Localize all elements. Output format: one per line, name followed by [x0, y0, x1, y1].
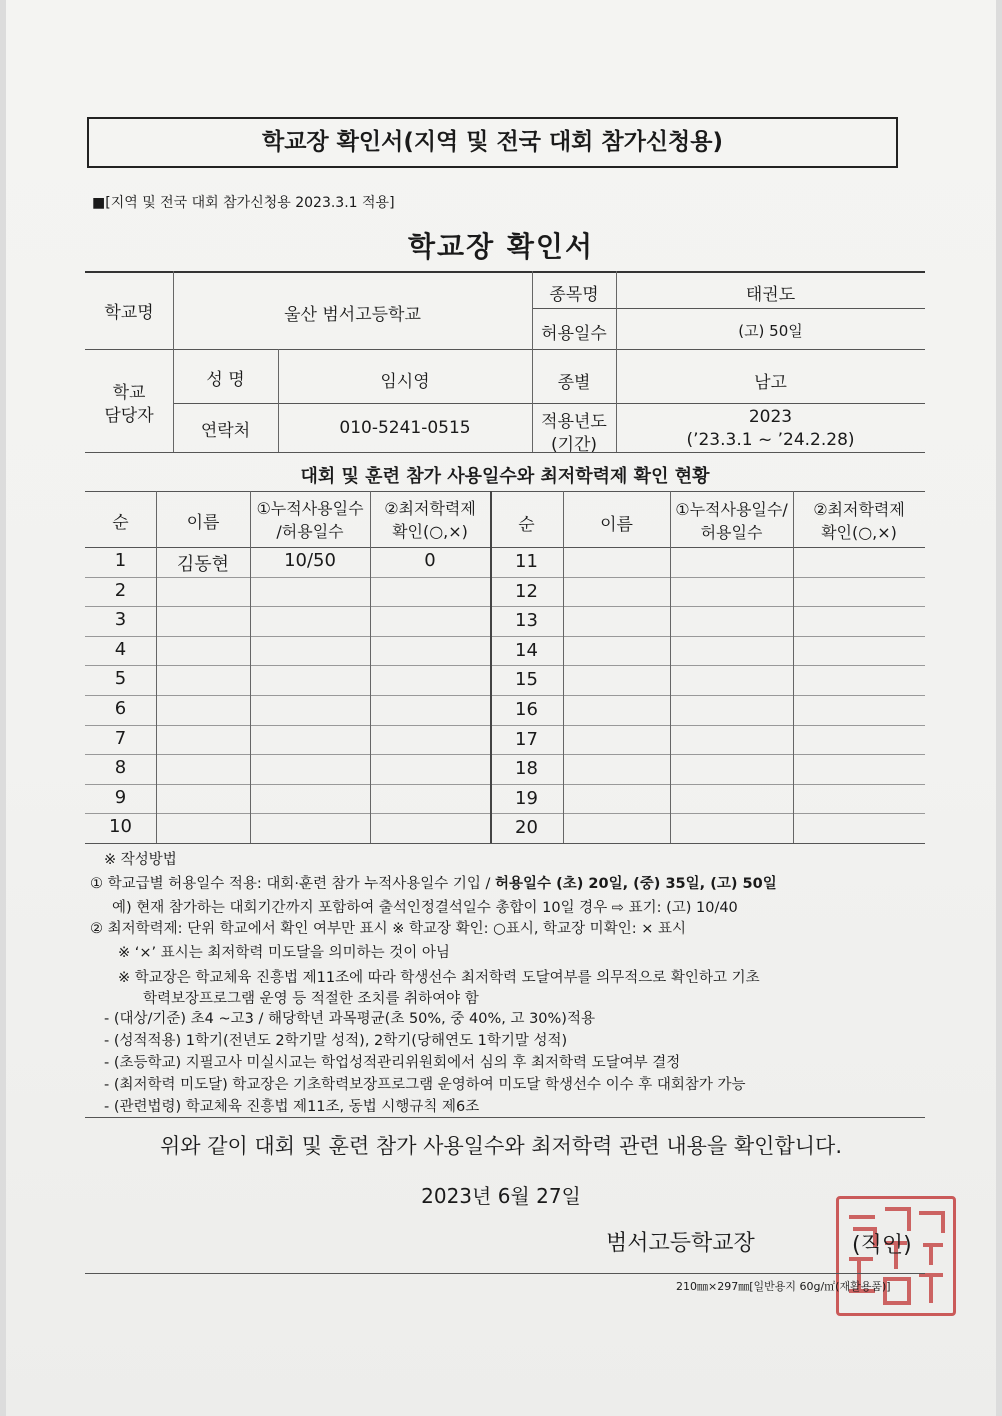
year-label-1: 적용년도 [541, 412, 607, 432]
header-usage-left-1: ①누적사용일수 [256, 499, 364, 518]
header-usage-right-2: 허용일수 [700, 523, 763, 542]
contact-value: 010-5241-0515 [339, 418, 471, 438]
header-name-left: 이름 [186, 513, 220, 533]
row-number-right: 18 [515, 758, 538, 779]
min-academic-check: 0 [424, 550, 436, 571]
year-value-1: 2023 [748, 407, 793, 427]
row-number-right: 14 [515, 640, 538, 661]
row-number: 8 [114, 757, 127, 778]
document-title-box: 학교장 확인서(지역 및 전국 대회 참가신청용) [87, 117, 898, 168]
usage-table-title: 대회 및 훈련 참가 사용일수와 최저학력제 확인 현황 [300, 466, 710, 487]
notes-title: ※ 작성방법 [104, 852, 177, 868]
row-number-right: 19 [515, 788, 538, 809]
note-4a: ※ 학교장은 학교체육 진흥법 제11조에 따라 학생선수 최저학력 도달여부를 의무적으로 확인하고 기초 [118, 970, 760, 986]
header-order-left: 순 [112, 513, 129, 533]
row-number-right: 15 [515, 669, 538, 690]
header-min-right-2: 확인(○,×) [821, 523, 897, 542]
athlete-name: 김동현 [176, 554, 230, 575]
year-value-2: (’23.3.1 ~ ’24.2.28) [686, 430, 855, 450]
school-name: 울산 범서고등학교 [284, 305, 421, 325]
note-8: - (최저학력 미도달) 학교장은 기초학력보장프로그램 운영하여 미도달 학생선수 이수 후 대회참가 가능 [104, 1077, 746, 1093]
note-3: ※ ‘×’ 표시는 최저학력 미도달을 의미하는 것이 아님 [118, 945, 450, 961]
note-9: - (관련법령) 학교체육 진흥법 제11조, 동법 시행규칙 제6조 [104, 1099, 480, 1115]
header-min-right-1: ②최저학력제 [813, 500, 905, 519]
contact-label: 연락처 [200, 421, 251, 441]
note-6: - (성적적용) 1학기(전년도 2학기말 성적), 2학기(당해연도 1학기말 성적) [104, 1033, 568, 1049]
header-min-right [793, 498, 925, 544]
manager-label-2: 담당자 [104, 406, 154, 426]
row-number: 7 [114, 728, 127, 749]
note-1 [90, 872, 777, 893]
header-min-left-1: ②최저학력제 [384, 499, 476, 518]
row-number-right: 16 [515, 699, 538, 720]
sport-value: 태권도 [745, 285, 796, 305]
row-number: 10 [109, 816, 132, 837]
header-usage-right-1: ①누적사용일수/ [675, 500, 788, 519]
header-name-right: 이름 [600, 515, 633, 535]
row-number-right: 13 [515, 610, 538, 631]
main-title: 학교장 확인서 [407, 230, 595, 263]
paper-spec-footer: 210㎜×297㎜[일반용지 60g/㎡(재활용품)] [676, 1280, 891, 1293]
note-2: ② 최저학력제: 단위 학교에서 확인 여부만 표시 ※ 학교장 확인: ○표시, 학교장 미확인: × 표시 [90, 921, 686, 937]
usage-days: 10/50 [284, 550, 336, 571]
principal-title: 범서고등학교장 [606, 1231, 755, 1256]
note-7: - (초등학교) 지필고사 미실시교는 학업성적관리위원회에서 심의 후 최저학력 도달여부 결정 [104, 1055, 681, 1071]
sport-label: 종목명 [549, 285, 599, 305]
gender-value: 남고 [754, 373, 787, 393]
allowed-days-label: 허용일수 [541, 324, 607, 344]
confirmation-statement: 위와 같이 대회 및 훈련 참가 사용일수와 최저학력 관련 내용을 확인합니다. [159, 1134, 842, 1158]
year-label-2: (기간) [550, 435, 598, 455]
row-number: 5 [114, 668, 127, 689]
subtitle: ■[지역 및 전국 대회 참가신청용 2023.3.1 적용] [92, 195, 395, 211]
note-5: - (대상/기준) 초4 ~고3 / 해당학년 과목평균(초 50%, 중 40%, 고 30%)적용 [104, 1011, 595, 1027]
row-number-right: 12 [515, 581, 538, 602]
row-number: 1 [114, 550, 127, 571]
row-number: 9 [114, 787, 127, 808]
row-number-right: 11 [515, 551, 538, 572]
header-order-right: 순 [518, 515, 535, 535]
manager-label-1: 학교 [112, 383, 146, 403]
note-4b: 학력보장프로그램 운영 등 적절한 조치를 취하여야 함 [143, 991, 479, 1007]
seal-label: (직인) [852, 1233, 912, 1258]
issue-date: 2023년 6월 27일 [421, 1184, 581, 1208]
row-number: 6 [114, 698, 127, 719]
row-number-right: 20 [515, 817, 538, 838]
gender-label: 종별 [557, 373, 591, 393]
header-min-left-2: 확인(○,×) [392, 522, 468, 541]
school-label: 학교명 [104, 303, 154, 323]
header-usage-left-2: /허용일수 [276, 522, 344, 541]
note-1b: 허용일수 (초) 20일, (중) 35일, (고) 50일 [495, 876, 777, 892]
allowed-days-value: (고) 50일 [738, 322, 803, 340]
header-usage-right [670, 498, 793, 544]
row-number: 2 [114, 580, 127, 601]
note-1a: ① 학교급별 허용일수 적용: 대회·훈련 참가 누적사용일수 기입 / [90, 876, 496, 892]
person-name-value: 임시영 [380, 372, 430, 392]
row-number: 4 [114, 639, 127, 660]
header-min-left [370, 497, 490, 543]
row-number-right: 17 [515, 729, 538, 750]
header-usage-left [250, 497, 370, 543]
note-1c: 예) 현재 참가하는 대회기간까지 포함하여 출석인정결석일수 총합이 10일 경우 ⇨ 표기: (고) 10/40 [112, 900, 738, 916]
person-name-label: 성 명 [206, 370, 245, 390]
row-number: 3 [114, 609, 127, 630]
